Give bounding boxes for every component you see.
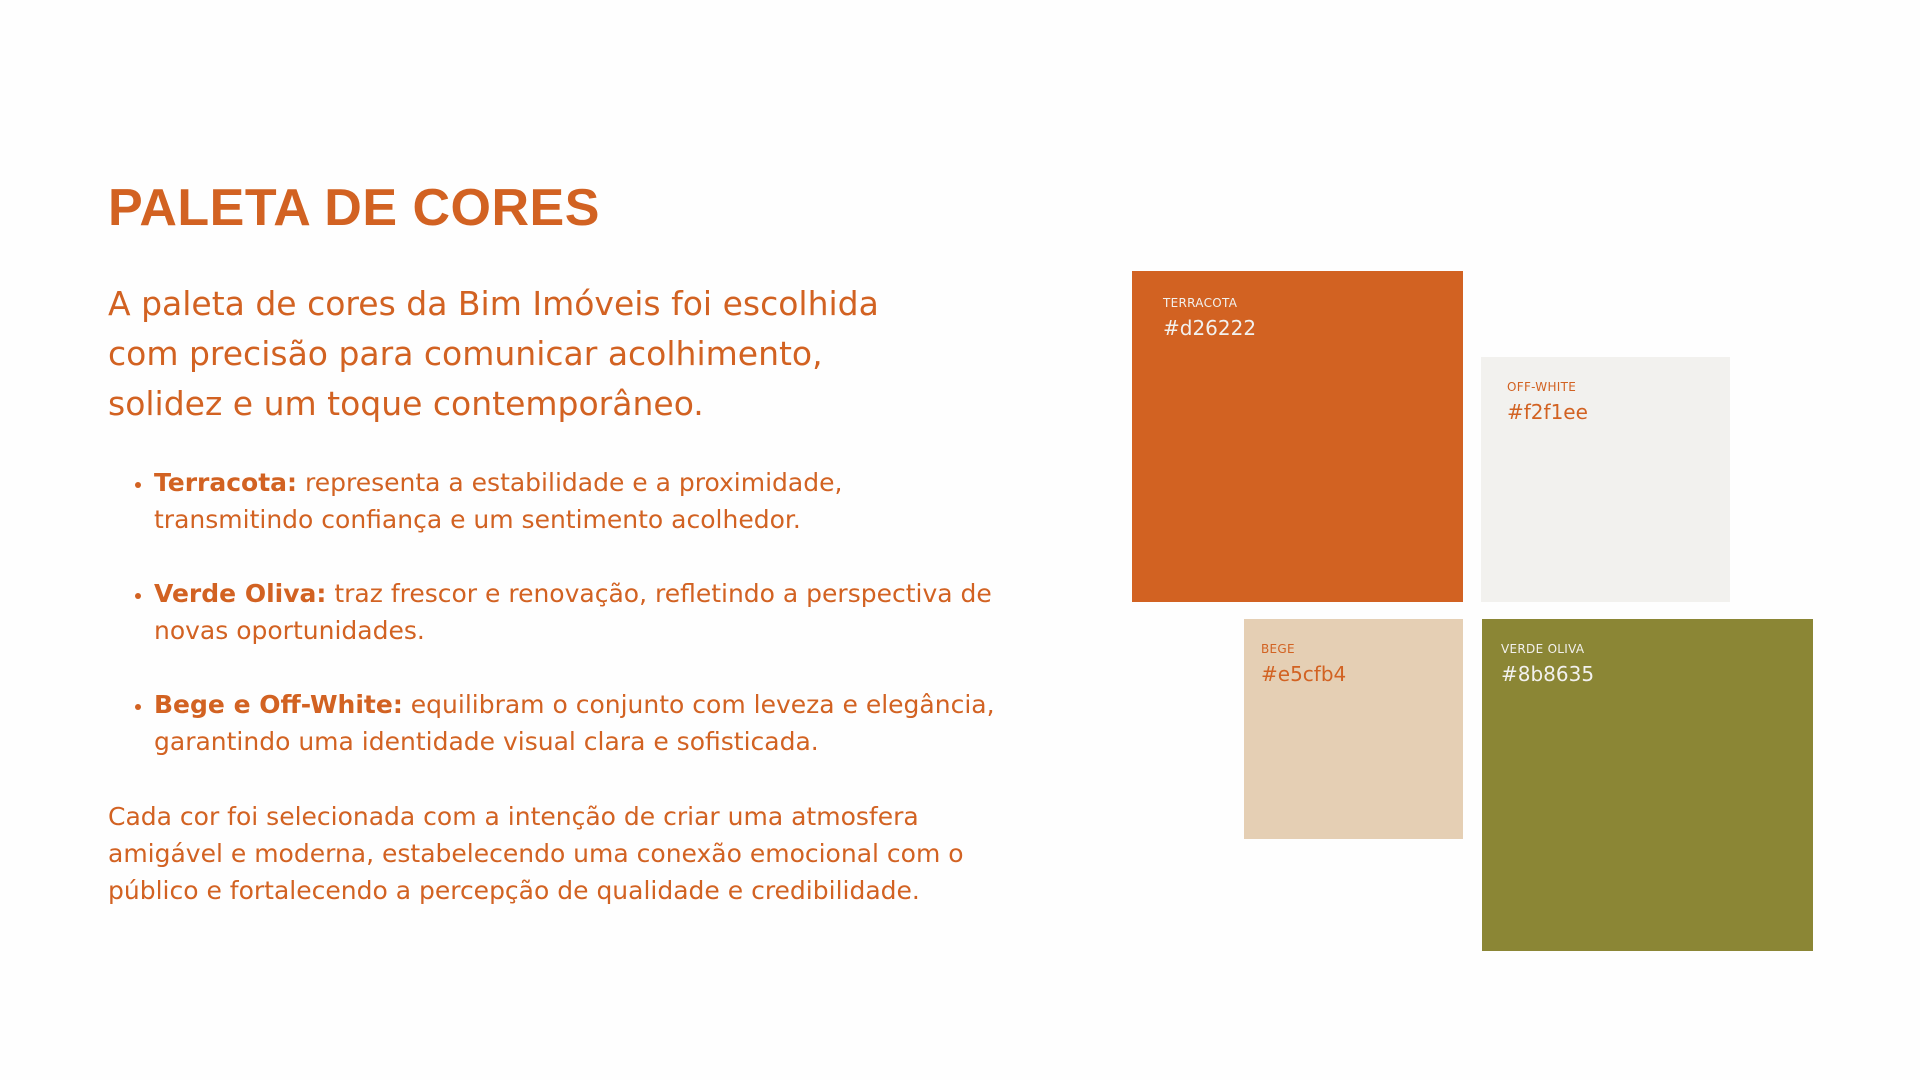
swatch-name: BEGE	[1261, 642, 1295, 656]
swatch-verde-oliva	[1482, 619, 1813, 951]
swatch-terracota	[1132, 271, 1463, 602]
bullet-text: representa a estabilidade e a proximidade, transmitindo confiança e um sentimento acolhedor.	[154, 468, 843, 534]
swatch-hex: #f2f1ee	[1507, 400, 1588, 424]
page-title: PALETA DE CORES	[108, 179, 600, 237]
closing-paragraph: Cada cor foi selecionada com a intenção de criar uma atmosfera amigável e moderna, estabelecendo uma conexão emocional com o público e fortalecendo a percepção de qualidade e credibilidade.	[108, 802, 964, 905]
color-description-list	[108, 464, 998, 797]
list-item-terracota	[154, 464, 998, 538]
swatch-bege	[1244, 619, 1463, 839]
bullet-term: Bege e Off-White:	[154, 690, 403, 719]
bullet-term: Terracota:	[154, 468, 298, 497]
swatch-off-white	[1481, 357, 1730, 602]
swatch-name: OFF-WHITE	[1507, 380, 1577, 394]
bullet-text: equilibram o conjunto com leveza e elegância, garantindo uma identidade visual clara e sofisticada.	[154, 690, 995, 756]
bullet-term: Verde Oliva:	[154, 579, 327, 608]
swatch-hex: #d26222	[1163, 316, 1257, 340]
list-item-verde-oliva	[154, 575, 998, 649]
list-item-bege-offwhite	[154, 686, 998, 760]
swatch-hex: #8b8635	[1501, 662, 1595, 686]
intro-paragraph: A paleta de cores da Bim Imóveis foi escolhida com precisão para comunicar acolhimento, solidez e um toque contemporâneo.	[108, 284, 879, 423]
swatch-name: VERDE OLIVA	[1501, 642, 1585, 656]
bullet-text: traz frescor e renovação, refletindo a perspectiva de novas oportunidades.	[154, 579, 992, 645]
swatch-name: TERRACOTA	[1163, 296, 1238, 310]
swatch-hex: #e5cfb4	[1261, 662, 1347, 686]
